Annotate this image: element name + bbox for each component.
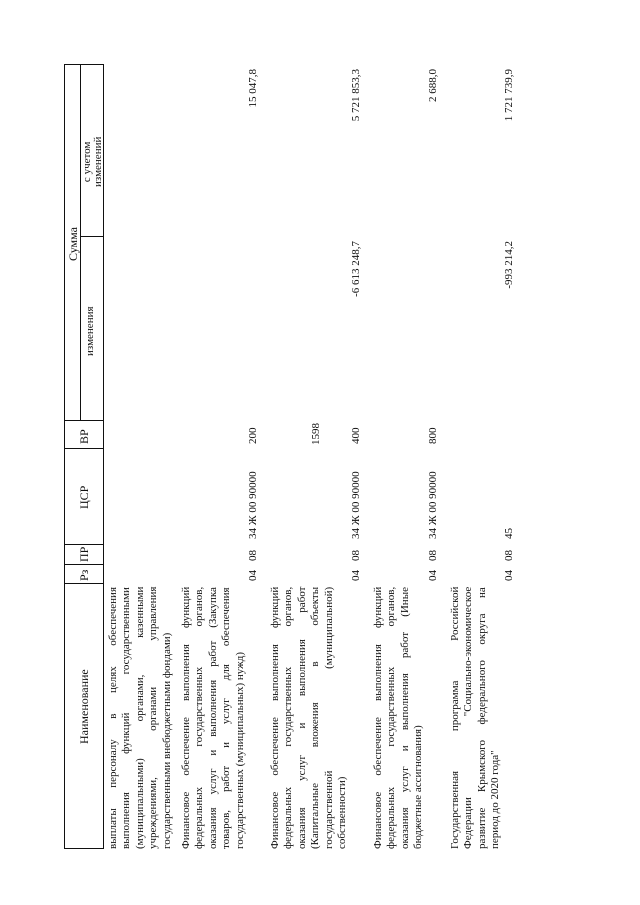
row-total: 5 721 853,3 (350, 69, 362, 122)
row-name-line: федеральных государственных органов, (282, 586, 295, 849)
row-name-line: (Капитальные вложения в объекты (309, 586, 322, 849)
rule-rz-pr (64, 564, 103, 565)
row-name (107, 587, 174, 849)
row-name-line: (муниципальными) органами, казенными (133, 586, 146, 849)
row-name-line: собственности) (336, 776, 349, 849)
row-name-line: федеральных государственных органов, (385, 586, 398, 849)
row-name-line: оказания услуг и выполнения работ (Закупка (206, 587, 219, 849)
header-with-changes-line: изменений (92, 136, 104, 187)
header-name: Наименование (77, 669, 91, 744)
rule-changes-total (80, 236, 103, 237)
row-name-line: Федерации "Социально-экономическое (462, 586, 475, 849)
table-top-rule (64, 64, 65, 849)
header-csr: ЦСР (77, 485, 91, 509)
rule-pr-csr (64, 544, 103, 545)
row-name (372, 587, 426, 849)
row-name-line: товаров, работ и услуг для обеспечения (220, 587, 233, 849)
row-name-line: развитие Крымского федерального округа на (475, 587, 488, 849)
row-name-line: бюджетные ассигнования) (412, 725, 425, 849)
header-changes: изменения (84, 306, 96, 356)
row-change: -993 214,2 (503, 241, 515, 289)
table-left-rule (64, 848, 103, 849)
row-vr: 200 (247, 427, 259, 444)
rule-vr-sum (64, 420, 103, 421)
header-sum: Сумма (66, 227, 80, 261)
table-right-rule (64, 64, 103, 65)
row-name-line: Финансовое обеспечение выполнения функций (372, 586, 384, 849)
row-pr: 08 (427, 550, 439, 561)
row-name-line: федеральных государственных органов, (193, 586, 206, 849)
header-vr: ВР (77, 429, 91, 444)
row-vr: 400 (350, 427, 362, 444)
row-pr: 08 (503, 550, 515, 561)
row-name-line: государственной (муниципальной) (322, 586, 335, 849)
row-name-line: период до 2020 года" (489, 750, 502, 849)
page-number: 1598 (310, 423, 322, 445)
row-rz: 04 (427, 570, 439, 581)
row-name-line: оказания услуг и выполнения работ (Иные (398, 587, 411, 849)
row-change: -6 613 248,7 (350, 241, 362, 297)
row-rz: 04 (247, 570, 259, 581)
row-name-line: оказания услуг и выполнения работ (295, 586, 308, 849)
row-name-line: Финансовое обеспечение выполнения функций (180, 586, 192, 849)
row-csr: 45 (503, 528, 515, 539)
header-with-changes-line: с учетом (81, 141, 93, 183)
header-rz: Рз (77, 569, 91, 581)
row-name (449, 587, 503, 849)
row-name-line: Государственная программа Российской (449, 586, 461, 849)
row-name-line: выплаты персоналу в целях обеспечения (107, 586, 119, 849)
row-csr: 34 Ж 00 90000 (427, 471, 439, 539)
budget-table (61, 64, 621, 849)
row-vr: 800 (427, 427, 439, 444)
row-rz: 04 (503, 570, 515, 581)
row-total: 15 047,8 (247, 69, 259, 108)
row-name-line: государственных (муниципальных) нужд) (233, 652, 246, 849)
row-total: 2 688,0 (427, 69, 439, 102)
row-total: 1 721 739,9 (503, 69, 515, 122)
row-name-line: Финансовое обеспечение выполнения функций (269, 586, 281, 849)
row-pr: 08 (350, 550, 362, 561)
header-with-changes (82, 137, 104, 187)
row-pr: 08 (247, 550, 259, 561)
row-name (269, 587, 349, 849)
rule-csr-vr (64, 448, 103, 449)
row-name-line: выполнения функций государственными (120, 587, 133, 849)
row-rz: 04 (350, 570, 362, 581)
row-csr: 34 Ж 00 90000 (350, 471, 362, 539)
rule-name-rz (64, 583, 103, 584)
header-pr: ПР (77, 546, 91, 562)
row-csr: 34 Ж 00 90000 (247, 471, 259, 539)
row-name-line: государственными внебюджетными фондами) (160, 632, 173, 849)
row-name (180, 587, 247, 849)
row-name-line: учреждениями, органами управления (147, 586, 160, 849)
